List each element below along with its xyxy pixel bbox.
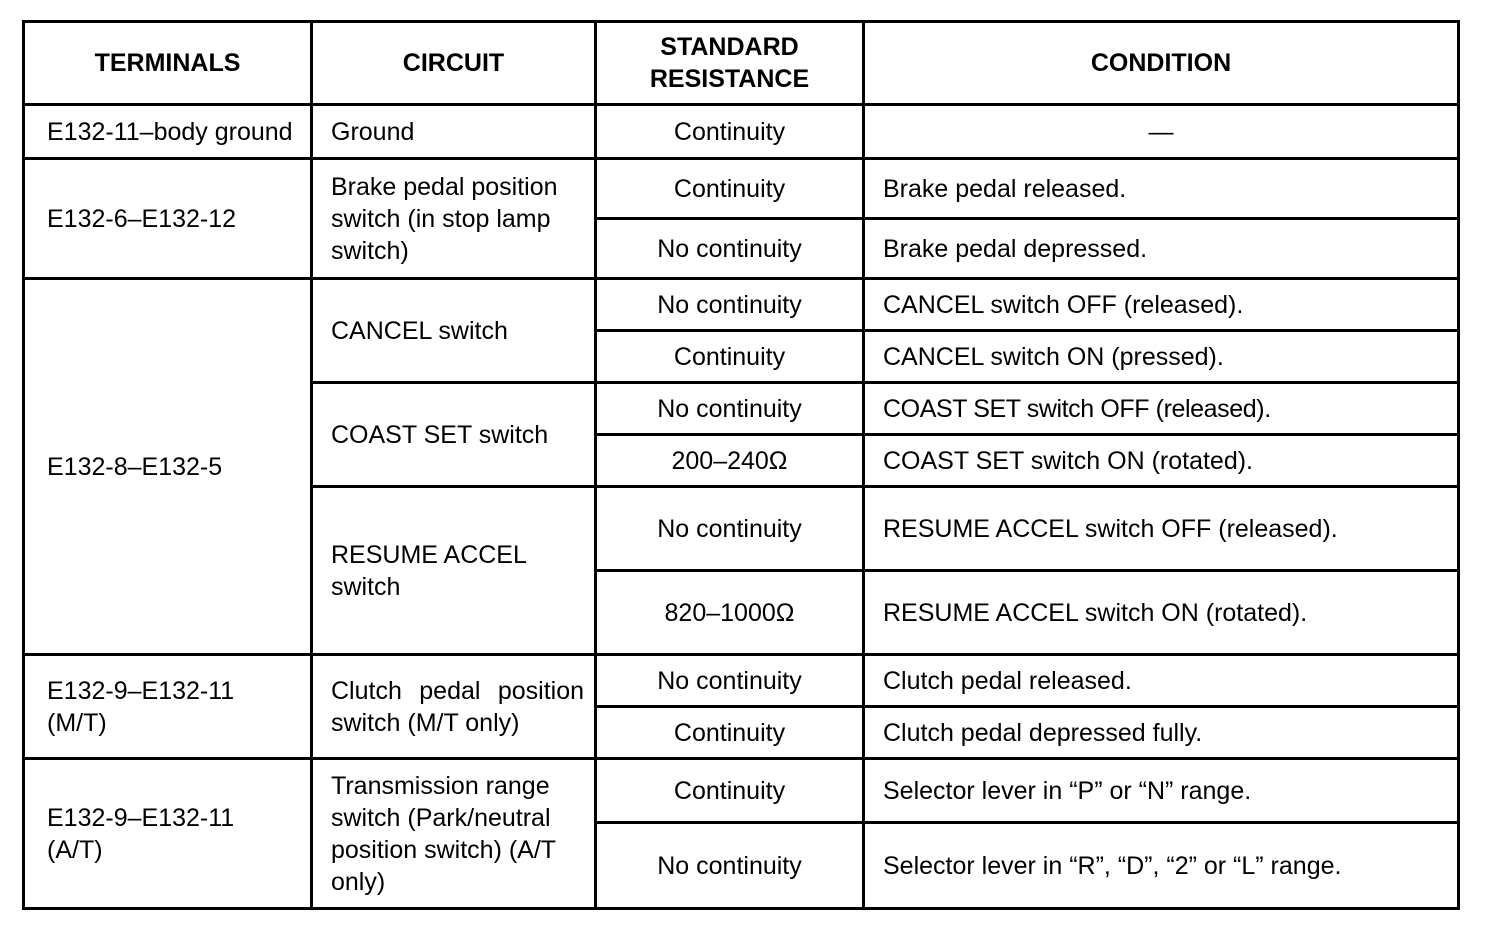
terminal-resistance-table xyxy=(22,20,1460,910)
condition-cell: — xyxy=(864,105,1459,159)
resistance-cell: Continuity xyxy=(596,759,864,823)
resistance-cell: 200–240Ω xyxy=(596,435,864,487)
condition-cell: CANCEL switch OFF (released). xyxy=(864,279,1459,331)
circuit-cell: COAST SET switch xyxy=(312,383,596,487)
condition-cell: COAST SET switch OFF (released). xyxy=(864,383,1459,435)
terminals-cell: E132-9–E132-11 (A/T) xyxy=(24,759,312,909)
header-circuit: CIRCUIT xyxy=(312,22,596,105)
resistance-cell: No continuity xyxy=(596,279,864,331)
resistance-cell: 820–1000Ω xyxy=(596,571,864,655)
table-row xyxy=(24,759,1459,823)
resistance-cell: No continuity xyxy=(596,383,864,435)
condition-cell: Clutch pedal depressed fully. xyxy=(864,707,1459,759)
table-row xyxy=(24,159,1459,219)
circuit-cell: CANCEL switch xyxy=(312,279,596,383)
condition-cell: Selector lever in “P” or “N” range. xyxy=(864,759,1459,823)
condition-cell: COAST SET switch ON (rotated). xyxy=(864,435,1459,487)
resistance-cell: Continuity xyxy=(596,105,864,159)
header-standard-resistance-line1: STANDARD xyxy=(660,33,799,61)
header-standard-resistance-line2: RESISTANCE xyxy=(649,65,810,93)
resistance-cell: Continuity xyxy=(596,707,864,759)
resistance-cell: No continuity xyxy=(596,655,864,707)
circuit-cell: Clutch pedal position switch (M/T only) xyxy=(312,655,596,759)
condition-cell: RESUME ACCEL switch OFF (released). xyxy=(864,487,1459,571)
resistance-cell: No continuity xyxy=(596,487,864,571)
table-row xyxy=(24,655,1459,707)
condition-cell: RESUME ACCEL switch ON (rotated). xyxy=(864,571,1459,655)
header-standard-resistance xyxy=(596,22,864,105)
resistance-cell: No continuity xyxy=(596,823,864,909)
terminals-cell: E132-11–body ground xyxy=(24,105,312,159)
header-condition: CONDITION xyxy=(864,22,1459,105)
table-row xyxy=(24,279,1459,331)
terminals-cell: E132-8–E132-5 xyxy=(24,279,312,655)
condition-cell: Clutch pedal released. xyxy=(864,655,1459,707)
resistance-cell: Continuity xyxy=(596,159,864,219)
terminals-cell: E132-6–E132-12 xyxy=(24,159,312,279)
resistance-cell: Continuity xyxy=(596,331,864,383)
circuit-cell: Ground xyxy=(312,105,596,159)
header-terminals: TERMINALS xyxy=(24,22,312,105)
resistance-cell: No continuity xyxy=(596,219,864,279)
terminals-cell: E132-9–E132-11 (M/T) xyxy=(24,655,312,759)
condition-cell: CANCEL switch ON (pressed). xyxy=(864,331,1459,383)
condition-cell: Brake pedal released. xyxy=(864,159,1459,219)
circuit-cell: RESUME ACCEL switch xyxy=(312,487,596,655)
circuit-cell: Brake pedal position switch (in stop lamp switch) xyxy=(312,159,596,279)
table-row xyxy=(24,105,1459,159)
header-row xyxy=(24,22,1459,105)
condition-cell: Selector lever in “R”, “D”, “2” or “L” range. xyxy=(864,823,1459,909)
circuit-cell: Transmission range switch (Park/neutral position switch) (A/T only) xyxy=(312,759,596,909)
condition-cell: Brake pedal depressed. xyxy=(864,219,1459,279)
